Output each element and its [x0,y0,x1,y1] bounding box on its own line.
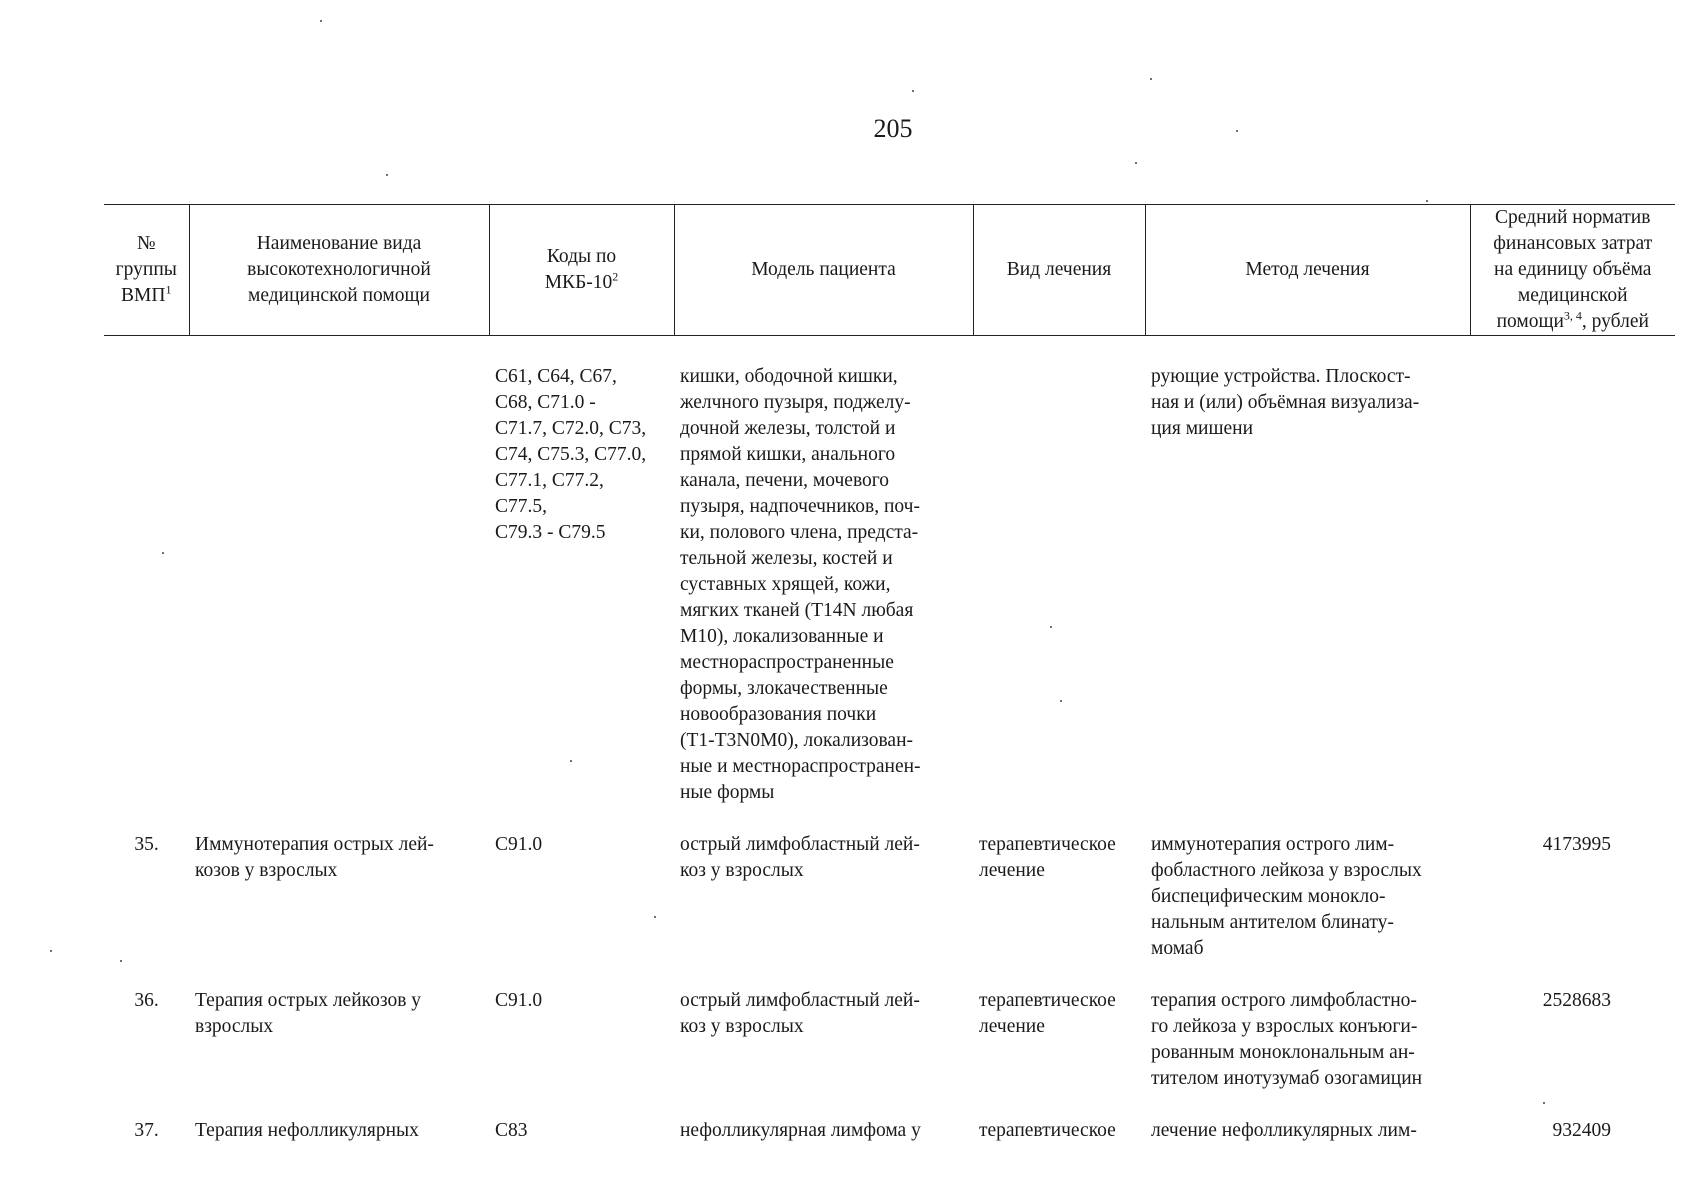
cell-cost: 932409 [1552,1120,1611,1141]
cell-treatment-type: терапевтическое [979,1120,1116,1141]
cell-patient-model: острый лимфобластный лей- коз у взрослых [680,834,920,881]
header-icd-codes: Коды по МКБ-$10^2$ [489,205,674,336]
cell-treatment-method: терапия острого лимфобластно- го лейкоза у взрослых конъюги- рованным моноклональным ан- тителом инотузумаб озогамицин [1151,990,1423,1089]
cell-codes: C91.0 [495,990,543,1011]
cell-num: 37. [134,1120,159,1141]
cell-treatment-method: лечение нефолликулярных лим- [1151,1120,1417,1141]
header-treatment-type: Вид лечения [973,205,1145,336]
scan-speck [386,174,388,176]
cell-cost: 4173995 [1542,834,1611,855]
cell-codes: C61, C64, C67, C68, C71.0 - C71.7, C72.0, C73, C74, C75.3, C77.0, C77.1, C77.2, C77.5, C79.3 - C79.5 [495,366,647,543]
cell-name: Терапия нефолликулярных [195,1120,419,1141]
scan-speck [1426,200,1428,202]
scan-speck [50,950,52,952]
table-header-row [104,205,1675,336]
scan-speck [1236,130,1238,132]
cell-num: 36. [134,990,159,1011]
cell-patient-model: кишки, ободочной кишки, желчного пузыря, поджелу- дочной железы, толстой и прямой кишки, анального канала, печени, мочевого пузыря, надпочечников, поч- ки, полового члена, предста- тельной железы, костей и суставных хрящей, кожи, мягких тканей (T14N любая M10), локализованные и местнораспространенные формы, злокачественные новообразования почки (T1-T3N0M0), локализован- ные и местнораспространен- ные формы [680,366,921,803]
table-row [104,988,1675,1118]
header-average-cost: Средний норматив финансовых затрат на единицу объёма медицинской помощи$^{3, 4}$, рублей [1470,205,1675,336]
table-row [104,1118,1675,1170]
cell-patient-model: нефолликулярная лимфома у [680,1120,921,1141]
cell-num: 35. [134,834,159,855]
table-row [104,832,1675,988]
cell-name: Иммунотерапия острых лей- козов у взрослых [195,834,434,881]
scan-speck [1150,78,1152,80]
cell-patient-model: острый лимфобластный лей- коз у взрослых [680,990,920,1037]
cell-treatment-type [973,336,1145,833]
cell-cost: 2528683 [1542,990,1611,1011]
cell-num [104,336,189,833]
cell-treatment-type: терапевтическое лечение [979,834,1116,881]
scan-speck [912,90,914,92]
page-number: 205 [873,114,913,143]
table-row-continuation [104,336,1675,833]
cell-name: Терапия острых лейкозов у взрослых [195,990,422,1037]
header-treatment-method: Метод лечения [1145,205,1470,336]
header-patient-model: Модель пациента [674,205,973,336]
header-care-type-name: Наименование вида высокотехнологичной медицинской помощи [189,205,489,336]
cell-codes: C91.0 [495,834,543,855]
scan-speck [1135,162,1137,164]
scan-speck [320,20,322,22]
cell-codes: C83 [495,1120,528,1141]
cell-treatment-method: иммунотерапия острого лим- фобластного лейкоза у взрослых биспецифическим моноклo- нальным антителом блинату- момаб [1151,834,1422,959]
header-group-number: № группы ВМП$^1$ [104,205,189,336]
cell-treatment-method: рующие устройства. Плоскост- ная и (или) объёмная визуализа- ция мишени [1151,366,1420,439]
cell-cost [1470,336,1675,833]
cell-treatment-type: терапевтическое лечение [979,990,1116,1037]
hmc-table [104,204,1675,1170]
cell-name [189,336,489,833]
